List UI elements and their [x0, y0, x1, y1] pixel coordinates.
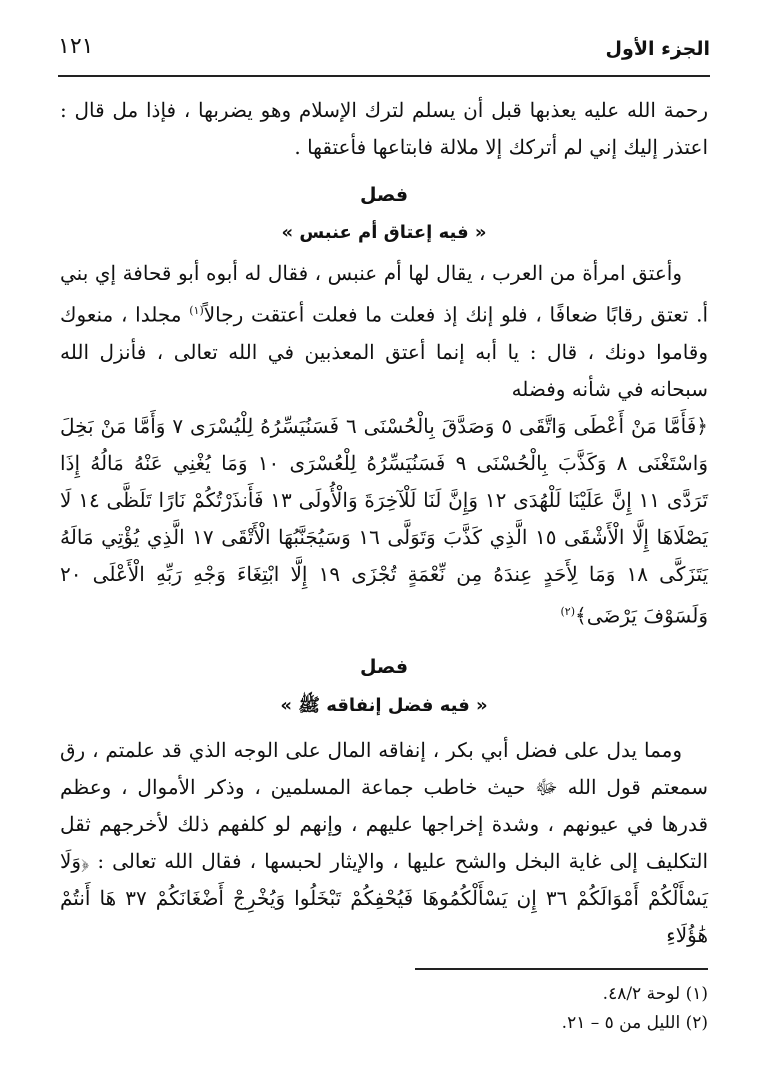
running-title: الجزء الأول: [605, 38, 710, 60]
footnote-rule: [415, 968, 708, 970]
footnote-ref-1: (١): [189, 304, 204, 317]
page-body: [60, 92, 708, 954]
footnotes: [60, 980, 708, 1038]
page-number: ١٢١: [58, 34, 94, 59]
para1-line-3: دونك ، قال : يا أبه إنما أعتق المعذبين في الله تعالى ، فأنزل الله سبحانه في شأنه وفضله: [60, 339, 708, 401]
quran1-line-4: الَّذِي كَذَّبَ وَتَوَلَّى ١٦ وَسَيُجَنَّبُهَا الْأَتْقَى ١٧ الَّذِي يُؤْتِي مَالَهُ يَتَزَكَّى ١٨ وَمَا لِأَحَدٍ: [60, 524, 709, 586]
intro-line-2: إليك إني لم أتركك إلا ملالة فابتاعها فأعتقها .: [294, 135, 658, 159]
section-heading-2: فصل: [359, 656, 409, 679]
para1-line-1: وأعتق امرأة من العرب ، يقال لها أم عنبس ، فقال له أبوه أبو قحافة إي بني أ.: [60, 261, 709, 327]
page-header: [58, 30, 710, 72]
paragraph-um-anbas: [60, 255, 708, 408]
section-subtitle-2: « فيه فضل إنفاقه ﷺ »: [280, 695, 488, 717]
para1-line-2: تعتق رقابًا ضعافًا ، فلو إنك إذ فعلت ما فعلت أعتقت رجالاً: [203, 302, 689, 327]
intro-line-1: رحمة الله عليه يعذبها قبل أن يسلم لترك الإسلام وهو يضربها ، فإذا مل قال : اعتذر: [60, 98, 708, 159]
footnote-2: (٢) الليل من ٥ – ٢١.: [561, 1013, 708, 1033]
section-subtitle-1: « فيه إعتاق أم عنبس »: [281, 222, 487, 243]
para2-line-2: سمعتم قول الله ﷻ حيث خاطب جماعة المسلمين ، وذكر الأموال ، وعظم قدرها: [60, 775, 709, 837]
section-heading-1: فصل: [359, 184, 409, 206]
footnote-ref-2: (٢): [560, 604, 575, 618]
quran1-line-5: عِندَهُ مِن نِّعْمَةٍ تُجْزَى ١٩ إِلَّا ابْتِغَاءَ وَجْهِ رَبِّهِ الْأَعْلَى ٢٠ وَلَسَوْفَ يَرْضَى﴾: [60, 561, 708, 628]
header-rule: [58, 75, 710, 77]
paragraph-infaq: [60, 732, 708, 954]
para2-line-3: في عيونهم ، وشدة إخراجها عليهم ، وإنهم لو كلفهم ذلك لأخرجهم ثقل التكليف: [60, 812, 708, 874]
intro-paragraph: [60, 92, 708, 166]
quran1-line-1: ﴿فَأَمَّا مَنْ أَعْطَى وَاتَّقَى ٥ وَصَدَّقَ بِالْحُسْنَى ٦ فَسَنُيَسِّرُهُ لِلْيُسْرَى ٧ وَأَمَّا مَنْ بَخِلَ وَاسْتَغْنَى: [60, 413, 709, 475]
footnote-1: (١) لوحة ٤٨/٢.: [602, 984, 708, 1004]
para2-line-4: إلى غاية البخل والشح عليها ، والإيثار لحبسها ، فقال الله تعالى : ﴿وَلَا يَسْأَلْكُمْ: [60, 849, 708, 911]
quran2-line-1: أَمْوَالَكُمْ ٣٦ إِن يَسْأَلْكُمُوهَا فَيُحْفِكُمْ تَبْخَلُوا وَيُخْرِجْ أَضْغَانَكُمْ ٣٧ هَا أَنتُمْ هَٰؤُلَاءِ: [60, 886, 708, 948]
quran-passage-1: [60, 408, 708, 635]
para2-line-1: ومما يدل على فضل أبي بكر ، إنفاقه المال على الوجه الذي قد علمتم ، رق: [60, 738, 682, 763]
para1-line-2b: مجلدا ، منعوك وقاموا: [60, 302, 709, 364]
quran1-line-2: ٨ وَكَذَّبَ بِالْحُسْنَى ٩ فَسَنُيَسِّرُهُ لِلْعُسْرَى ١٠ وَمَا يُغْنِي عَنْهُ مَالُهُ إِذَا تَرَدَّى ١١ إِنَّ عَلَيْنَا: [60, 450, 709, 512]
quran1-line-3: لَلْهُدَى ١٢ وَإِنَّ لَنَا لَلْآخِرَةَ وَالْأُولَى ١٣ فَأَنذَرْتُكُمْ نَارًا تَلَظَّى ١٤ لَا يَصْلَاهَا إِلَّا الْأَشْقَى ١٥: [60, 487, 709, 549]
